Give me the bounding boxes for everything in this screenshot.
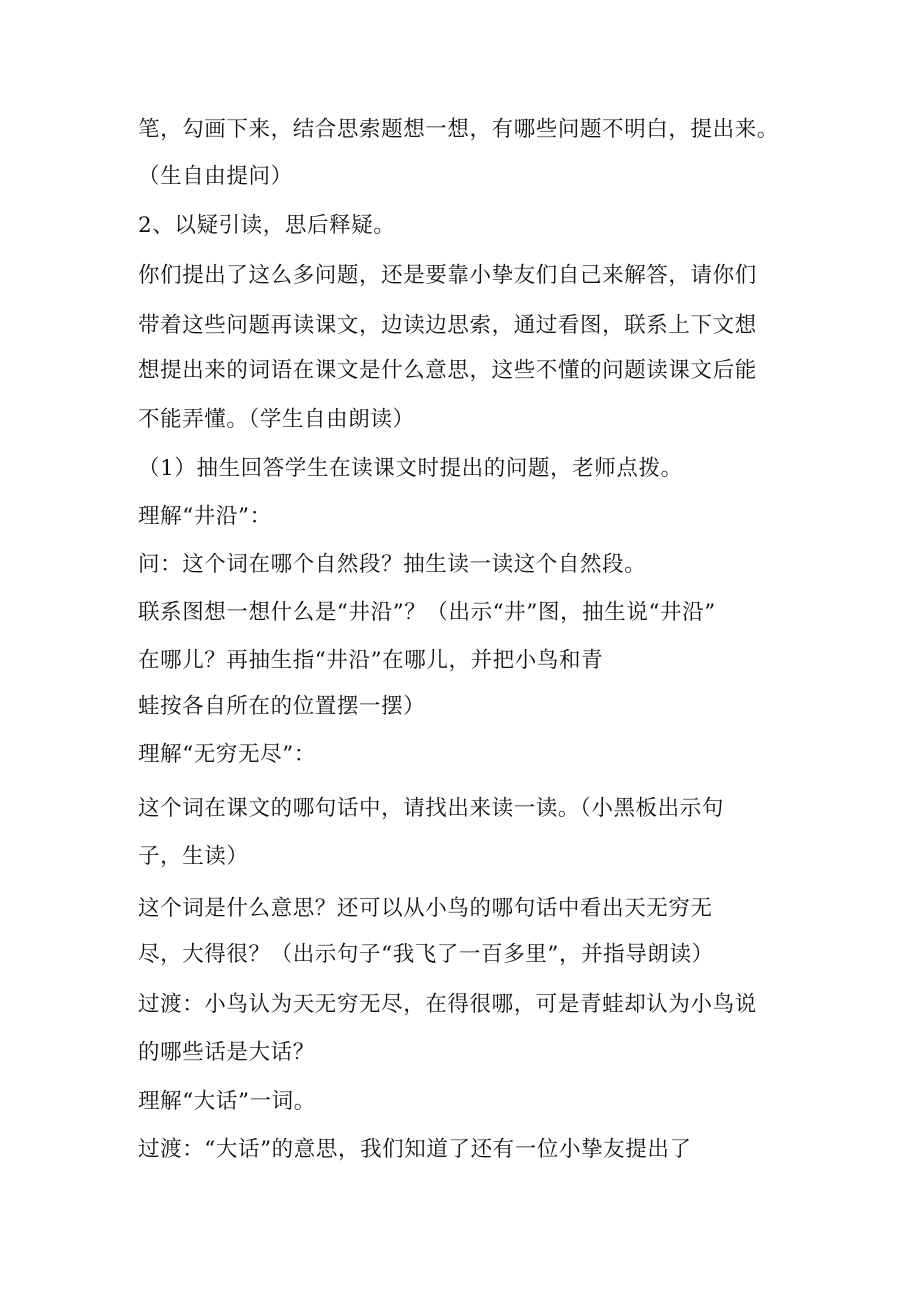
text-line-3: 2、以疑引读，思后释疑。 bbox=[138, 213, 396, 238]
text-line-13: 蛙按各自所在的位置摆一摆） bbox=[138, 694, 426, 719]
text-line-19: 过渡：小鸟认为天无穷无尽，在得很哪，可是青蛙却认为小鸟说 bbox=[138, 992, 757, 1017]
text-line-10: 问：这个词在哪个自然段？抽生读一读这个自然段。 bbox=[138, 552, 647, 577]
text-line-18: 尽，大得很？（出示句子“我飞了一百多里”，并指导朗读） bbox=[138, 942, 714, 967]
text-line-15: 这个词在课文的哪句话中，请找出来读一读。（小黑板出示句 bbox=[138, 796, 724, 821]
text-line-12: 在哪儿？再抽生指“井沿”在哪儿，并把小鸟和青 bbox=[138, 648, 604, 673]
text-line-14: 理解“无穷无尽”： bbox=[138, 742, 316, 767]
text-line-17: 这个词是什么意思？还可以从小鸟的哪句话中看出天无穷无 bbox=[138, 896, 713, 921]
text-line-22: 过渡：“大话”的意思，我们知道了还有一位小挚友提出了 bbox=[138, 1137, 692, 1162]
text-line-20: 的哪些话是大话？ bbox=[138, 1040, 315, 1065]
text-line-4: 你们提出了这么多问题，还是要靠小挚友们自己来解答，请你们 bbox=[138, 263, 757, 288]
text-line-8: （1）抽生回答学生在读课文时提出的问题，老师点拨。 bbox=[138, 456, 683, 481]
text-line-16: 子，生读） bbox=[138, 844, 249, 869]
text-line-21: 理解“大话”一词。 bbox=[138, 1089, 316, 1114]
text-line-11: 联系图想一想什么是“井沿”？（出示“井”图，抽生说“井沿” bbox=[138, 600, 716, 625]
text-line-6: 想提出来的词语在课文是什么意思，这些不懂的问题读课文后能 bbox=[138, 358, 757, 383]
text-line-5: 带着这些问题再读课文，边读边思索，通过看图，联系上下文想 bbox=[138, 313, 757, 338]
text-line-1: 笔，勾画下来，结合思索题想一想，有哪些问题不明白，提出来。 bbox=[138, 117, 779, 142]
text-line-2: （生自由提问） bbox=[138, 164, 293, 189]
text-line-7: 不能弄懂。（学生自由朗读） bbox=[138, 407, 415, 432]
text-line-9: 理解“井沿”： bbox=[138, 504, 272, 529]
